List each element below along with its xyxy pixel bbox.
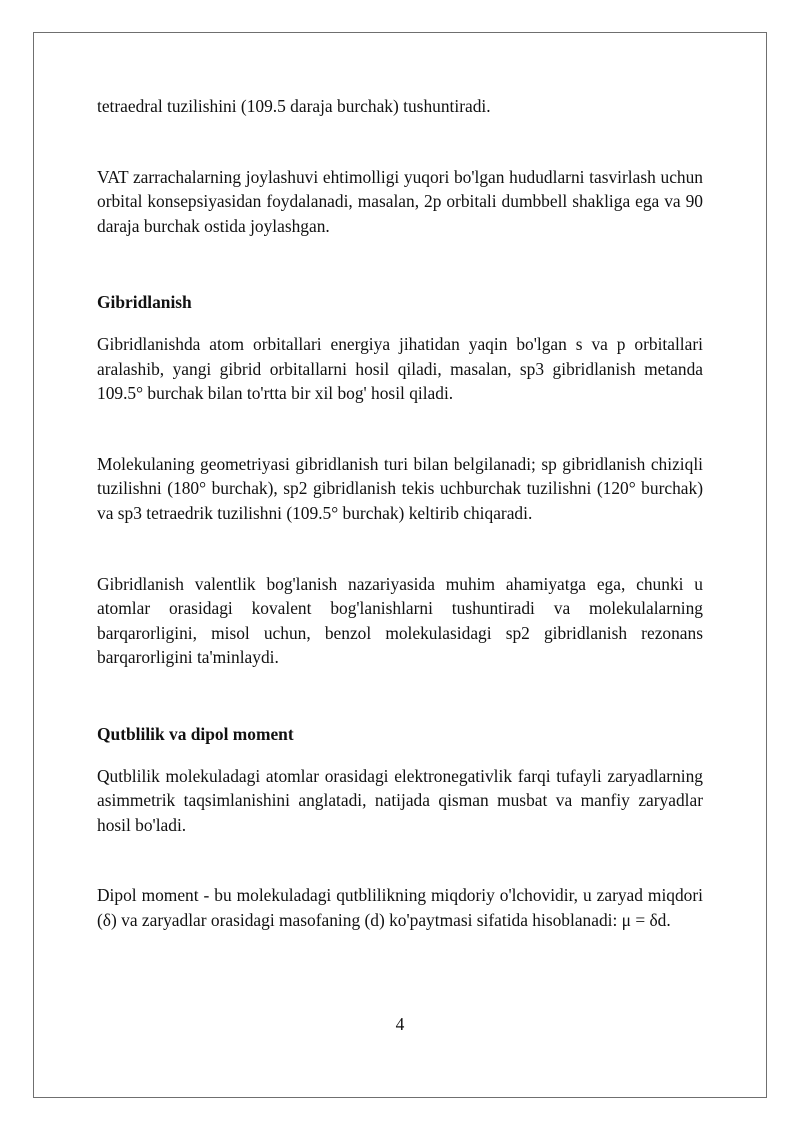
intro-paragraph-2: VAT zarrachalarning joylashuvi ehtimolligi yuqori bo'lgan hududlarni tasvirlash uchun orbital konsepsiyasidan foydalanadi, masalan, 2p orbitali dumbbell shakliga ega va 90 daraja burchak ostida joylashgan.	[97, 166, 703, 236]
polarity-paragraph-2: Dipol moment - bu molekuladagi qutblilikning miqdoriy o'lchovidir, u zaryad miqdori (δ) va zaryadlar orasidagi masofaning (d) ko'paytmasi sifatida hisoblanadi: μ = δd.	[97, 885, 703, 930]
intro-paragraph-1: tetraedral tuzilishini (109.5 daraja burchak) tushuntiradi.	[97, 96, 491, 116]
section-heading-polarity: Qutblilik va dipol moment	[97, 723, 294, 744]
hybridization-paragraph-1: Gibridlanishda atom orbitallari energiya jihatidan yaqin bo'lgan s va p orbitallari aralashib, yangi gibrid orbitallarni hosil qiladi, masalan, sp3 gibridlanish metanda 109.5° burchak bilan to'rtta bir xil bog' hosil qiladi.	[97, 333, 703, 404]
hybridization-paragraph-2: Molekulaning geometriyasi gibridlanish turi bilan belgilanadi; sp gibridlanish chiziqli tuzilishni (180° burchak), sp2 gibridlanish tekis uchburchak tuzilishni (120° burchak) va sp3 tetraedrik tuzilishni (109.5° burchak) keltirib chiqaradi.	[97, 453, 703, 523]
hybridization-paragraph-3: Gibridlanish valentlik bog'lanish nazariyasida muhim ahamiyatga ega, chunki u atomlar orasidagi kovalent bog'lanishlarni tushuntiradi va molekulalarning barqarorligini, misol uchun, benzol molekulasidagi sp2 gibridlanish rezonans barqarorligini ta'minlaydi.	[97, 573, 703, 668]
page-number: 4	[395, 1014, 405, 1034]
document-body	[97, 94, 703, 932]
section-heading-hybridization: Gibridlanish	[97, 292, 192, 313]
polarity-paragraph-1: Qutblilik molekuladagi atomlar orasidagi elektronegativlik farqi tufayli zaryadlarning asimmetrik taqsimlanishini anglatadi, natijada qisman musbat va manfiy zaryadlar hosil bo'ladi.	[97, 765, 703, 835]
